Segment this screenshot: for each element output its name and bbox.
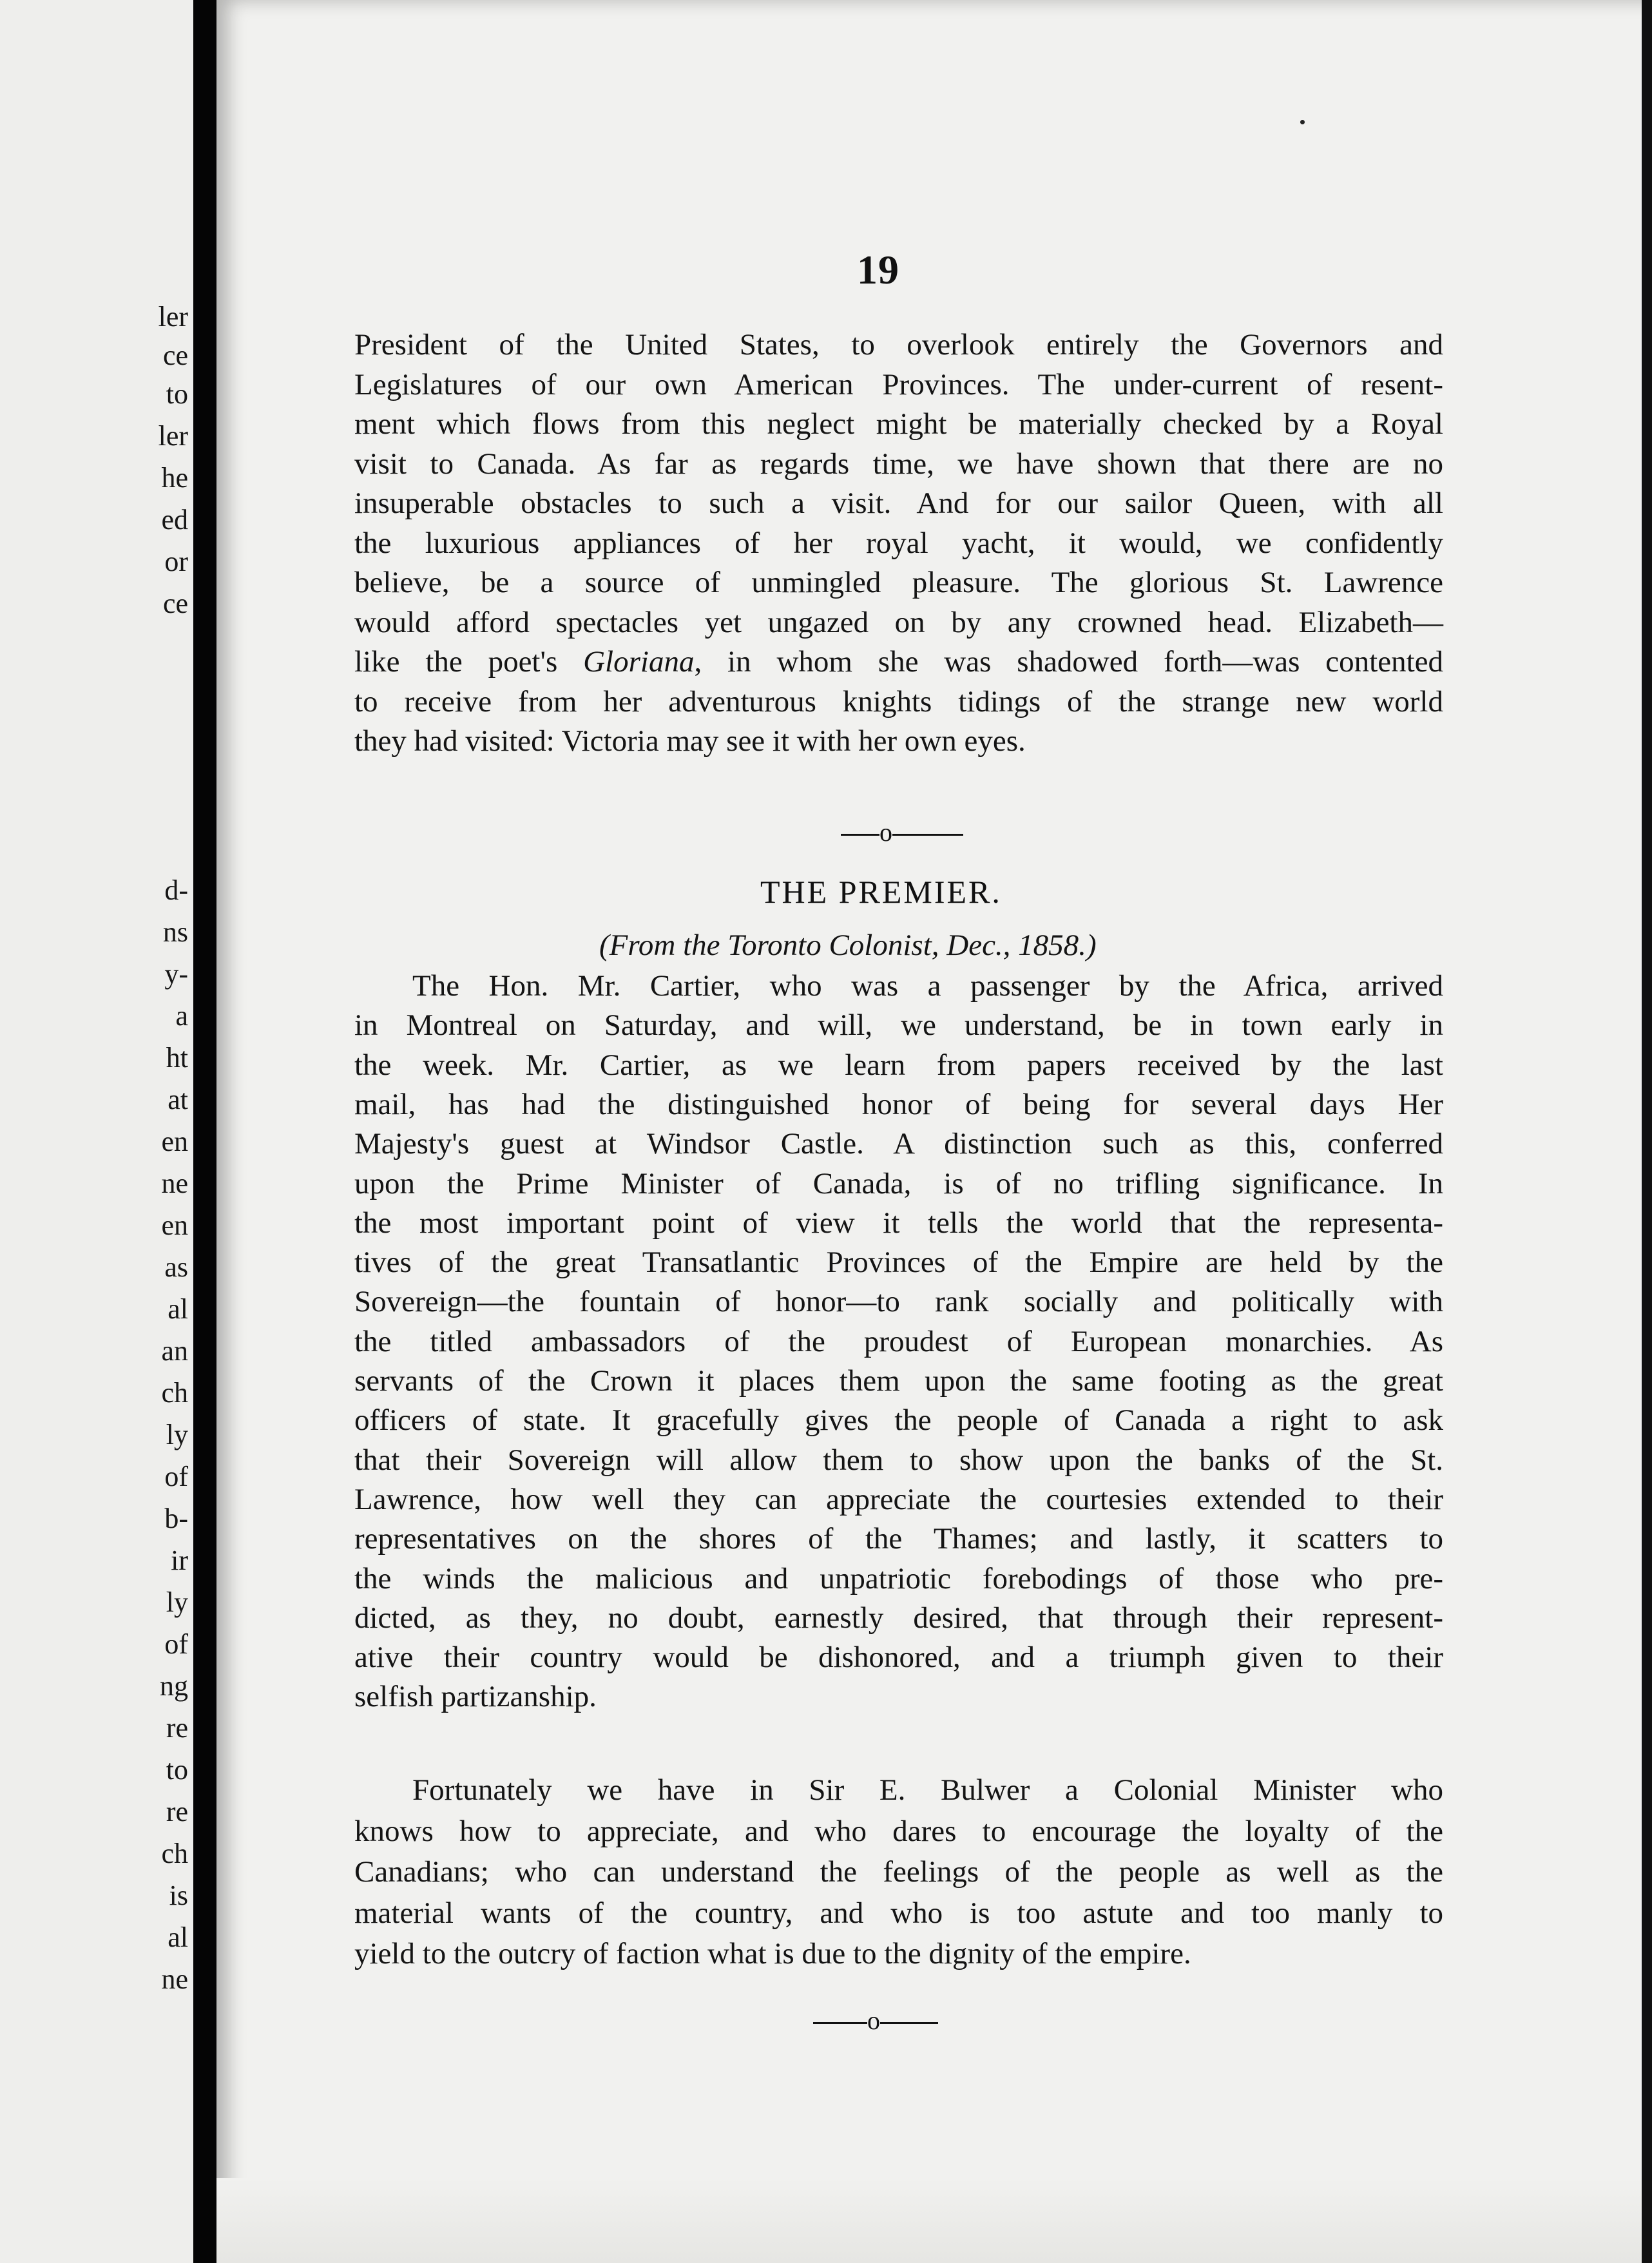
facing-page-fragment: en bbox=[161, 1126, 188, 1157]
facing-page-fragment: ce bbox=[162, 588, 188, 619]
facing-page-fragment: a bbox=[175, 1000, 188, 1032]
facing-page-fragment: re bbox=[166, 1712, 188, 1744]
text-line: tives of the great Transatlantic Provinces of the Empire are held by the bbox=[354, 1246, 1443, 1280]
text-line: the titled ambassadors of the proudest of European monarchies. As bbox=[354, 1324, 1443, 1358]
text-line: the winds the malicious and unpatriotic forebodings of those who pre- bbox=[354, 1561, 1443, 1595]
italic-word: Gloriana bbox=[583, 645, 695, 679]
text-line: upon the Prime Minister of Canada, is of no trifling significance. In bbox=[354, 1166, 1443, 1200]
page-gutter bbox=[193, 0, 216, 2263]
scan-speck bbox=[1300, 120, 1305, 124]
text-line: servants of the Crown it places them upon the same footing as the great bbox=[354, 1364, 1443, 1398]
text-line: they had visited: Victoria may see it with her own eyes. bbox=[354, 724, 1026, 758]
section-separator-1: o bbox=[841, 813, 963, 852]
article-source-line: (From the Toronto Colonist, Dec., 1858.) bbox=[599, 929, 1097, 962]
text-line: would afford spectacles yet ungazed on by any crowned head. Elizabeth— bbox=[354, 605, 1443, 639]
facing-page-fragment: re bbox=[166, 1796, 188, 1827]
text-line: President of the United States, to overlook entirely the Governors and bbox=[354, 328, 1443, 361]
facing-page-fragment: ns bbox=[162, 916, 188, 948]
text-line: knows how to appreciate, and who dares to encourage the loyalty of the bbox=[354, 1814, 1443, 1848]
facing-page-fragment: al bbox=[168, 1921, 188, 1953]
article-heading: THE PREMIER. bbox=[760, 874, 1002, 910]
facing-page-fragment: ir bbox=[171, 1545, 188, 1576]
facing-page-fragment: ler bbox=[158, 301, 188, 332]
text-line: officers of state. It gracefully gives the people of Canada a right to ask bbox=[354, 1403, 1443, 1438]
text-line: believe, be a source of unmingled pleasure. The glorious St. Lawrence bbox=[354, 566, 1443, 599]
facing-page-fragment: to bbox=[166, 378, 188, 410]
facing-page-fragment: y- bbox=[164, 958, 188, 990]
text-line: Lawrence, how well they can appreciate the courtesies extended to their bbox=[354, 1482, 1443, 1516]
facing-page-fragment: of bbox=[164, 1628, 188, 1660]
facing-page-fragment: ne bbox=[161, 1963, 188, 1995]
page-bottom-margin bbox=[216, 2178, 1652, 2263]
facing-page-fragment: at bbox=[168, 1084, 188, 1115]
text-line: dicted, as they, no doubt, earnestly desired, that through their represent- bbox=[354, 1601, 1443, 1635]
facing-page-fragment: to bbox=[166, 1754, 188, 1786]
facing-page-fragment: ler bbox=[158, 420, 188, 452]
facing-page-fragment: is bbox=[169, 1880, 188, 1911]
text-line: insuperable obstacles to such a visit. And for our sailor Queen, with all bbox=[354, 486, 1443, 520]
text-line: yield to the outcry of faction what is due to the dignity of the empire. bbox=[354, 1937, 1191, 1970]
text-line: in Montreal on Saturday, and will, we understand, be in town early in bbox=[354, 1008, 1443, 1043]
text-line: Canadians; who can understand the feelings of the people as well as the bbox=[354, 1855, 1443, 1889]
text-line: representatives on the shores of the Thames; and lastly, it scatters to bbox=[354, 1522, 1443, 1556]
text-line: The Hon. Mr. Cartier, who was a passenger by the Africa, arrived bbox=[412, 969, 1443, 1003]
text-line: ment which flows from this neglect might be materially checked by a Royal bbox=[354, 407, 1443, 441]
text-line: material wants of the country, and who is too astute and too manly to bbox=[354, 1896, 1443, 1930]
facing-page-fragment: en bbox=[161, 1209, 188, 1241]
facing-page-fragment: ch bbox=[161, 1838, 188, 1869]
facing-page-fragment: ly bbox=[166, 1419, 188, 1450]
facing-page-fragment: al bbox=[168, 1293, 188, 1325]
facing-page-fragment: ht bbox=[166, 1042, 188, 1074]
facing-page-fragment: ch bbox=[161, 1377, 188, 1409]
facing-page-fragment: ce bbox=[162, 340, 188, 371]
text-line: like the poet's Gloriana, in whom she was shadowed forth—was contented bbox=[354, 645, 1443, 679]
text-line: that their Sovereign will allow them to show upon the banks of the St. bbox=[354, 1443, 1443, 1477]
facing-page-fragment: of bbox=[164, 1461, 188, 1492]
facing-page-fragment: ne bbox=[161, 1168, 188, 1199]
scan-right-edge bbox=[1642, 0, 1652, 2263]
page-number: 19 bbox=[857, 247, 899, 293]
text-line: mail, has had the distinguished honor of being for several days Her bbox=[354, 1087, 1443, 1121]
text-line: Fortunately we have in Sir E. Bulwer a Colonial Minister who bbox=[412, 1773, 1443, 1807]
text-line: Sovereign—the fountain of honor—to rank socially and politically with bbox=[354, 1285, 1443, 1319]
facing-page-fragment: ly bbox=[166, 1586, 188, 1618]
facing-page-fragment: d- bbox=[164, 874, 188, 906]
facing-page-fragment: ed bbox=[161, 504, 188, 535]
facing-page-fragment: he bbox=[161, 462, 188, 494]
text-line: the most important point of view it tells the world that the representa- bbox=[354, 1206, 1443, 1240]
text-line: Legislatures of our own American Provinces. The under-current of resent- bbox=[354, 367, 1443, 401]
text-line: to receive from her adventurous knights tidings of the strange new world bbox=[354, 684, 1443, 718]
text-line: the luxurious appliances of her royal yacht, it would, we confidently bbox=[354, 526, 1443, 560]
facing-page-fragment: or bbox=[164, 546, 188, 577]
section-separator-2: o bbox=[813, 2001, 938, 2040]
text-line: the week. Mr. Cartier, as we learn from papers received by the last bbox=[354, 1048, 1443, 1082]
facing-page-fragment: ng bbox=[160, 1670, 188, 1702]
text-line: Majesty's guest at Windsor Castle. A distinction such as this, conferred bbox=[354, 1127, 1443, 1161]
text-line: selfish partizanship. bbox=[354, 1680, 597, 1714]
text-line: visit to Canada. As far as regards time, we have shown that there are no bbox=[354, 447, 1443, 481]
facing-page-fragment: an bbox=[161, 1335, 188, 1367]
text-line: ative their country would be dishonored, and a triumph given to their bbox=[354, 1641, 1443, 1675]
facing-page-fragment: b- bbox=[164, 1503, 188, 1534]
facing-page-fragment: as bbox=[164, 1251, 188, 1283]
